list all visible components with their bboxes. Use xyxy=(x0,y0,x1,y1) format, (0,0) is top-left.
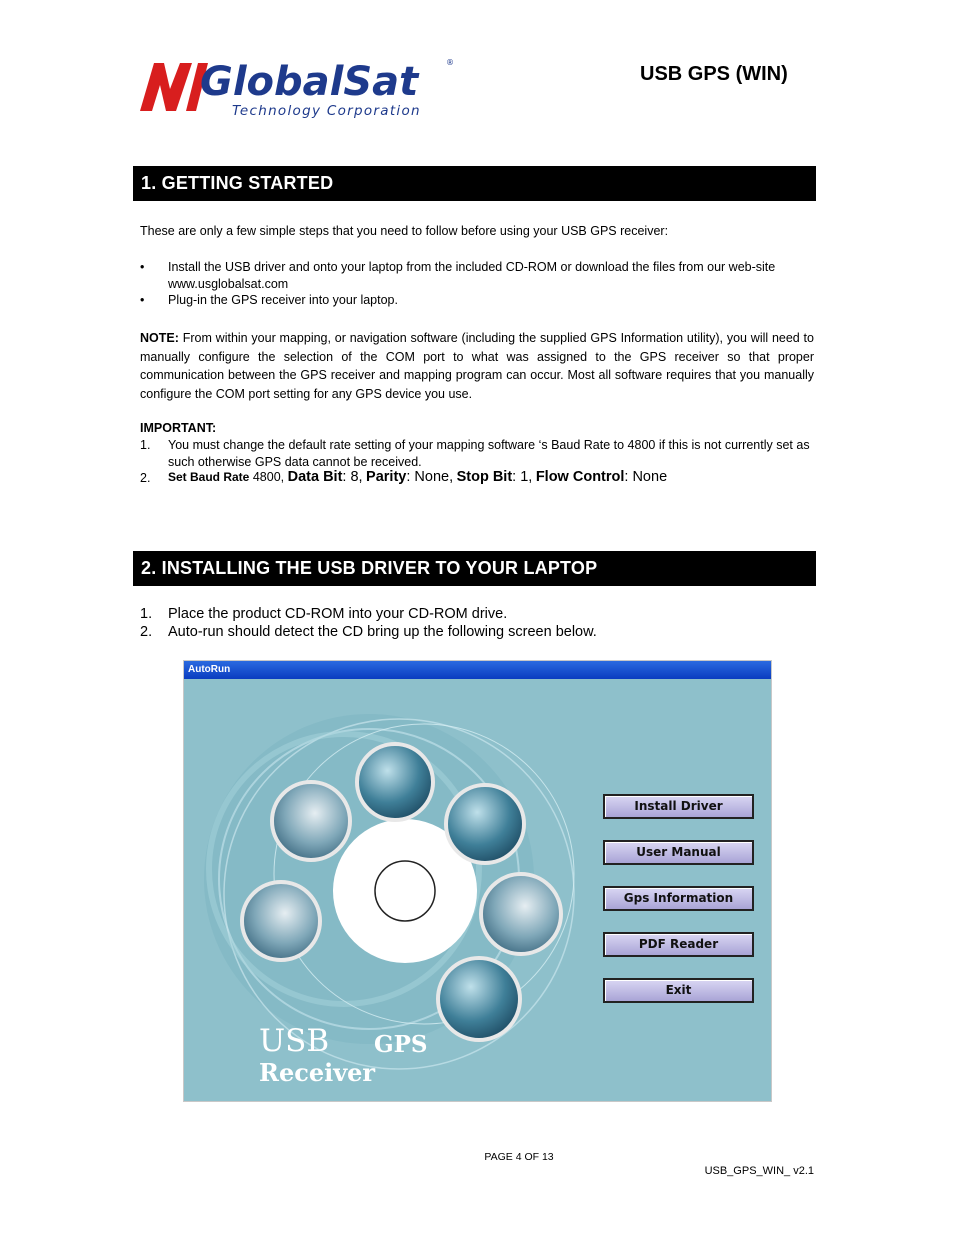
photo-circle xyxy=(438,958,520,1040)
brand-usb-text: USB xyxy=(259,1023,330,1059)
page-number: PAGE 4 OF 13 xyxy=(484,1151,554,1163)
note-text: From within your mapping, or navigation software (including the supplied GPS Information utility), you will need to manually configure the selection of the COM port to what was assigned to the GPS receiver so that proper communication between the GPS receiver and mapping program can occur. Most all software requires that you manually configure the COM port setting for any GPS device you use. xyxy=(140,331,814,401)
gps-information-button[interactable]: Gps Information xyxy=(603,886,754,911)
intro-paragraph: These are only a few simple steps that you need to follow before using your USB GPS receiver: xyxy=(140,224,669,238)
bullet-text: Install the USB driver and onto your laptop from the included CD-ROM or download the files from our web-site www.usglobalsat.com xyxy=(168,260,776,291)
brand-receiver-text: Receiver xyxy=(259,1058,376,1087)
pdf-reader-button[interactable]: PDF Reader xyxy=(603,932,754,957)
section-heading-getting-started xyxy=(133,166,816,201)
list-number: 1. xyxy=(140,606,153,622)
stopbit-value: : 1, xyxy=(512,469,533,485)
autorun-title-bar: AutoRun xyxy=(184,661,771,679)
list-number: 1. xyxy=(140,438,151,452)
list-item xyxy=(140,292,814,309)
baud-label: Set Baud Rate xyxy=(168,470,250,484)
bullet-marker: • xyxy=(140,293,145,307)
autorun-window-screenshot xyxy=(183,660,772,1102)
list-item xyxy=(140,606,814,623)
list-item xyxy=(140,624,814,641)
list-text: You must change the default rate setting of your mapping software ‘s Baud Rate to 4800 if this is not currently set as such otherwise GPS data cannot be received. xyxy=(168,438,810,469)
list-number: 2. xyxy=(140,624,153,640)
section-heading-text: 2. INSTALLING THE USB DRIVER TO YOUR LAPTOP xyxy=(141,558,598,578)
important-label-text: IMPORTANT: xyxy=(140,421,217,435)
databit-value: : 8, xyxy=(342,469,363,485)
list-item xyxy=(140,437,814,470)
list-text: Auto-run should detect the CD bring up the following screen below. xyxy=(168,624,597,640)
databit-label: Data Bit xyxy=(287,469,343,485)
exit-button[interactable]: Exit xyxy=(603,978,754,1003)
list-item xyxy=(140,259,814,292)
note-label: NOTE: xyxy=(140,331,179,345)
serial-settings-item xyxy=(140,469,814,486)
photo-circle xyxy=(357,744,433,820)
user-manual-button[interactable]: User Manual xyxy=(603,840,754,865)
bullet-text: Plug-in the GPS receiver into your laptop. xyxy=(168,293,398,307)
document-version: USB_GPS_WIN_ v2.1 xyxy=(704,1165,814,1177)
note-paragraph xyxy=(140,329,814,403)
parity-label: Parity xyxy=(366,469,407,485)
important-label xyxy=(140,420,814,437)
stopbit-label: Stop Bit xyxy=(456,469,513,485)
bullet-marker: • xyxy=(140,260,145,274)
serial-settings-text xyxy=(168,469,814,486)
document-title: USB GPS (WIN) xyxy=(640,63,788,85)
photo-circle xyxy=(272,782,350,860)
flow-control-value: : None xyxy=(624,469,668,485)
baud-value: 4800, xyxy=(252,470,285,484)
photo-circle xyxy=(446,785,524,863)
list-text: Place the product CD-ROM into your CD-ROM drive. xyxy=(168,606,508,622)
parity-value: : None, xyxy=(406,469,454,485)
section-heading-text: 1. GETTING STARTED xyxy=(141,173,334,193)
globalsat-logo-mark xyxy=(140,55,460,120)
registered-mark: ® xyxy=(446,58,454,67)
globalsat-logo xyxy=(140,55,460,120)
photo-circle xyxy=(242,882,320,960)
section-heading-installing-driver xyxy=(133,551,816,586)
flow-control-label: Flow Control xyxy=(535,469,625,485)
photo-circle xyxy=(481,874,561,954)
list-number: 2. xyxy=(140,471,151,485)
install-driver-button[interactable]: Install Driver xyxy=(603,794,754,819)
brand-gps-text: GPS xyxy=(374,1031,428,1058)
logo-subtitle: Technology Corporation xyxy=(232,103,421,119)
logo-wordmark: GlobalSat xyxy=(200,59,419,105)
